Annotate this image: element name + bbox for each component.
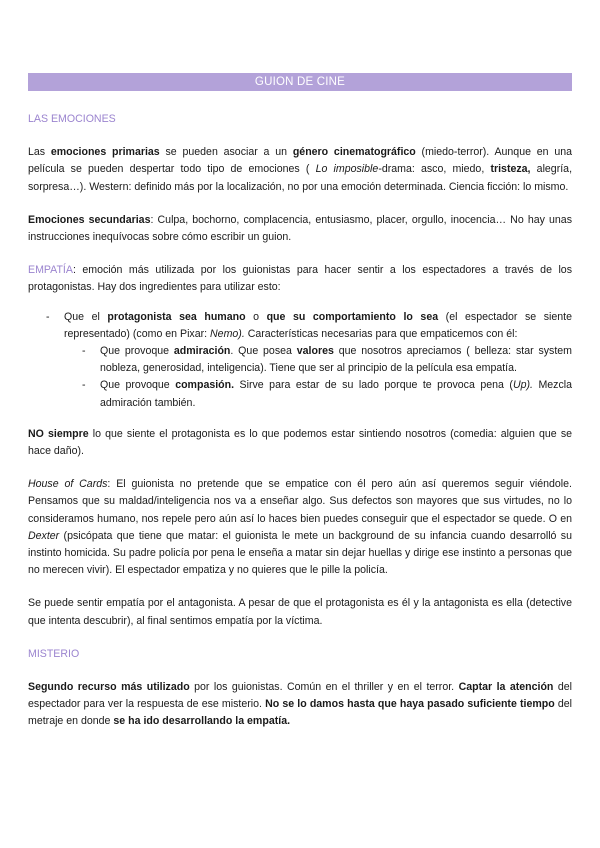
title-banner: GUION DE CINE — [28, 73, 572, 91]
section-heading-misterio: MISTERIO — [28, 647, 80, 660]
paragraph-emociones-secundarias: Emociones secundarias: Culpa, bochorno, complacencia, entusiasmo, placer, orgullo, inocencia… No hay unas instrucciones inequívocas sobre cómo escribir un guion. — [28, 213, 573, 244]
paragraph-emociones-primarias: Las emociones primarias se pueden asociar a un género cinematográfico (miedo-terror). Aunque en una película se pueden despertar todo tipo de emociones ( Lo imposible-drama: asco, miedo, tristeza, alegría, sorpresa…). Western: definido más por la localización, no por una emoción determinada. Ciencia ficción: lo mismo. — [28, 146, 573, 193]
paragraph-no-siempre: NO siempre lo que siente el protagonista es lo que podemos estar sintiendo nosotros (comedia: alguien que se hace daño). — [28, 427, 573, 458]
paragraph-antagonista: Se puede sentir empatía por el antagonista. A pesar de que el protagonista es él y la antagonista es ella (detective que intenta descubrir), al final sentimos empatía por la víctima. — [28, 597, 572, 627]
empatia-sublist — [64, 343, 572, 412]
list-item: - Que provoque admiración. Que posea valores que nosotros apreciamos ( belleza: star system nobleza, generosidad, inteligencia). Tiene que ser al principio de la película esa empatía. — [64, 343, 572, 377]
paragraph-house-of-cards: House of Cards: El guionista no pretende que se empatice con él pero aún así queremos seguir viéndole. Pensamos que su maldad/inteligencia nos va a enseñar algo. Sus defectos son mayores que sus virtudes, no lo consideramos humano, nos repele pero aún así lo haces bien puedes conseguir que el espectador se quede. O en Dexter (psicópata que tiene que matar: el guionista le mete un background de su infancia cuando desarrolló su instinto homicida. Su padre policía por pena le enseña a matar sin dejar huellas y dirige ese instinto a personas que no merecen vivir). El espectador empatiza y no quieres que le pille la policía. — [28, 478, 572, 577]
list-item: - Que provoque compasión. Sirve para estar de su lado porque te provoca pena (Up). Mezcla admiración también. — [64, 377, 572, 411]
list-item: - Que el protagonista sea humano o que su comportamiento lo sea (el espectador se siente representado) (como en Pixar: Nemo). Características necesarias para que empaticemos con él: - Que provoque admiración. Que posea valores que nosotros apreciamos ( belleza: star system nobleza, generosidad, inteligencia). Tiene que ser al principio de la película esa empatía. - Que provoque compasión. Sirve para estar de su lado porque te provoca pena (Up). Mezcla admiración también. — [28, 309, 572, 412]
document-body — [28, 111, 572, 747]
paragraph-empatia: EMPATÍA: emoción más utilizada por los guionistas para hacer sentir a los espectadores a través de los protagonistas. Hay dos ingredientes para utilizar esto: — [28, 264, 572, 294]
section-heading-emociones: LAS EMOCIONES — [28, 113, 116, 125]
empatia-list — [28, 309, 572, 412]
paragraph-misterio: Segundo recurso más utilizado por los guionistas. Común en el thriller y en el terror. Captar la atención del espectador para ver la respuesta de ese misterio. No se lo damos hasta que haya pasado suficiente tiempo del metraje en donde se ha ido desarrollando la empatía. — [28, 681, 572, 728]
